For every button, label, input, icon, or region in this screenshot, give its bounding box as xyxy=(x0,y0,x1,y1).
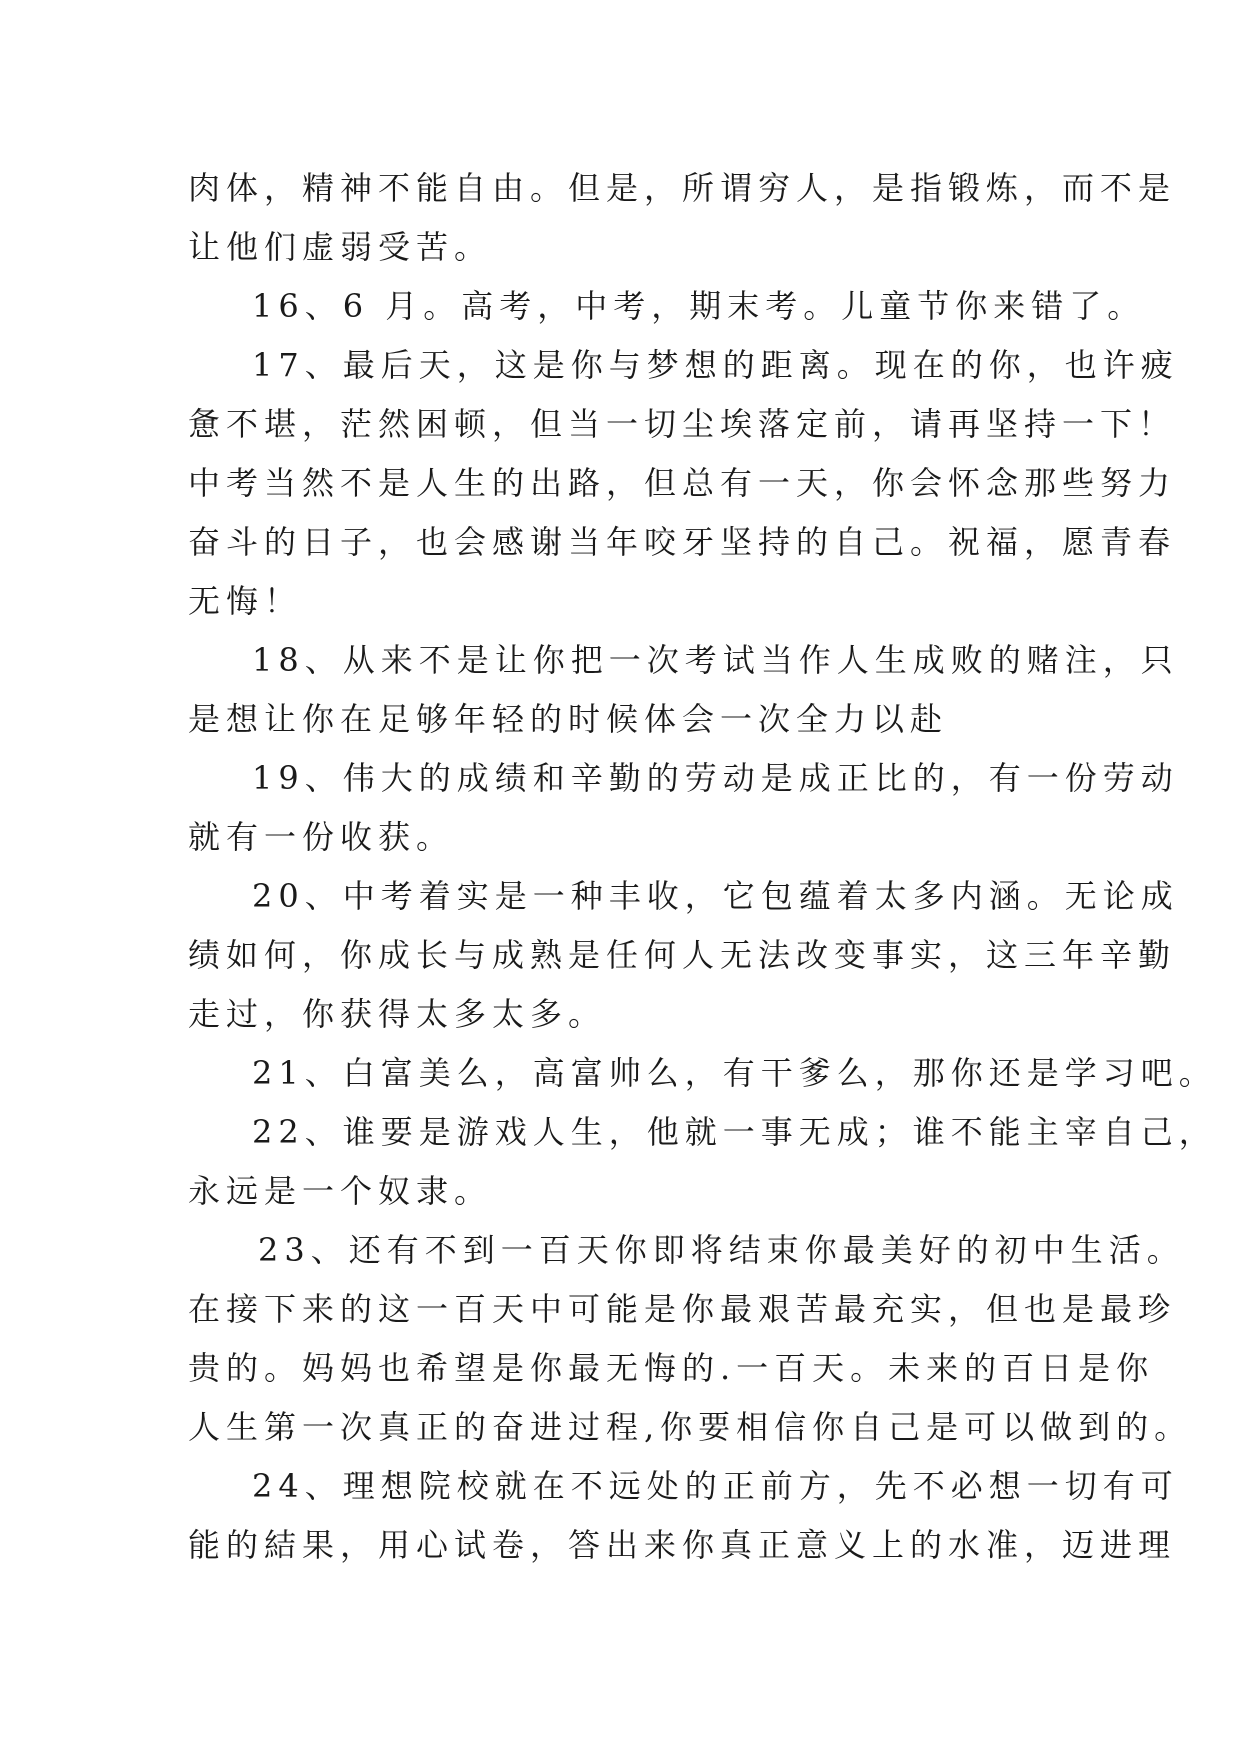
text-line: 让他们虚弱受苦。 xyxy=(188,228,493,266)
text-line: 21、白富美么，高富帅么，有干爹么，那你还是学习吧。 xyxy=(252,1054,1217,1092)
text-line: 能的結果，用心试卷，答出来你真正意义上的水准，迈进理 xyxy=(188,1526,1177,1564)
text-line: 22、谁要是游戏人生，他就一事无成；谁不能主宰自己， xyxy=(252,1113,1217,1151)
text-line: 肉体，精神不能自由。但是，所谓穷人，是指锻炼，而不是 xyxy=(188,169,1177,207)
document-body xyxy=(188,159,1217,1575)
text-line: 中考当然不是人生的出路，但总有一天，你会怀念那些努力 xyxy=(188,464,1177,502)
text-line: 人生第一次真正的奋进过程,你要相信你自己是可以做到的。 xyxy=(188,1408,1193,1446)
text-line: 惫不堪，茫然困顿，但当一切尘埃落定前，请再坚持一下！ xyxy=(188,405,1177,443)
text-line: 20、中考着实是一种丰收，它包蕴着太多内涵。无论成 xyxy=(252,877,1179,915)
text-line: 17、最后天，这是你与梦想的距离。现在的你，也许疲 xyxy=(252,346,1179,384)
text-line: 就有一份收获。 xyxy=(188,818,455,856)
text-line: 绩如何，你成长与成熟是任何人无法改变事实，这三年辛勤 xyxy=(188,936,1177,974)
text-line: 永远是一个奴隶。 xyxy=(188,1172,493,1210)
text-line: 走过，你获得太多太多。 xyxy=(188,995,607,1033)
text-line: 奋斗的日子，也会感谢当年咬牙坚持的自己。祝福，愿青春 xyxy=(188,523,1177,561)
text-line: 是想让你在足够年轻的时候体会一次全力以赴 xyxy=(188,700,949,738)
text-line: 16、6 月。高考，中考，期末考。儿童节你来错了。 xyxy=(252,287,1146,325)
text-line: 19、伟大的成绩和辛勤的劳动是成正比的，有一份劳动 xyxy=(252,759,1179,797)
text-line: 贵的。妈妈也希望是你最无悔的.一百天。未来的百日是你 xyxy=(188,1349,1155,1387)
text-line: 18、从来不是让你把一次考试当作人生成败的赌注，只 xyxy=(252,641,1179,679)
text-line: 在接下来的这一百天中可能是你最艰苦最充实，但也是最珍 xyxy=(188,1290,1177,1328)
text-line: 23、还有不到一百天你即将结束你最美好的初中生活。 xyxy=(258,1231,1185,1269)
text-line: 无悔！ xyxy=(188,582,303,620)
text-line: 24、理想院校就在不远处的正前方，先不必想一切有可 xyxy=(252,1467,1179,1505)
